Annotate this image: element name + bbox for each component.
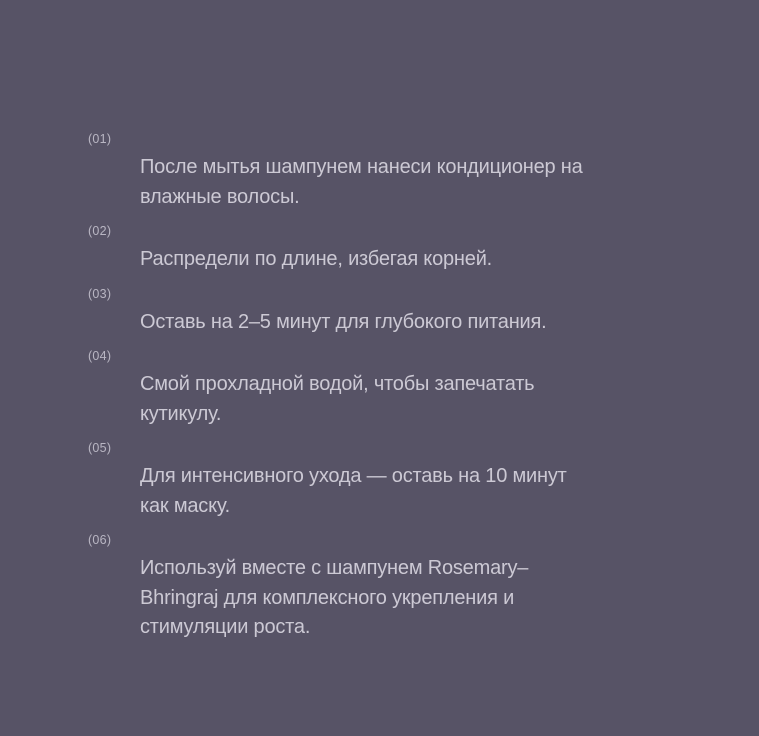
step-text (88, 554, 660, 643)
step-text-line: После мытья шампунем нанеси кондиционер на (140, 156, 583, 178)
step-text (88, 245, 660, 275)
instruction-step (88, 532, 699, 643)
step-text-line: Bhringraj для комплексного укрепления и (140, 586, 515, 609)
instruction-step (88, 348, 699, 429)
step-number: (02) (88, 224, 112, 238)
step-text-line: Используй вместе с шампунем Rosemary– (140, 557, 529, 579)
step-text-line: как маску. (140, 494, 231, 517)
step-number: (01) (88, 132, 112, 146)
step-text-line: Распредели по длине, избегая корней. (140, 248, 493, 270)
step-text-line: стимуляции роста. (140, 616, 311, 638)
step-text-line: кутикулу. (140, 402, 222, 425)
step-text (88, 308, 660, 338)
step-text (88, 370, 660, 429)
instruction-step (88, 131, 699, 212)
instruction-step (88, 440, 699, 521)
step-text (88, 462, 660, 521)
instruction-step (88, 223, 699, 275)
step-number: (05) (88, 441, 112, 455)
step-text-line: Смой прохладной водой, чтобы запечатать (140, 373, 535, 395)
step-text-line: Для интенсивного ухода — оставь на 10 минут (140, 465, 567, 487)
step-number: (06) (88, 533, 112, 547)
step-text (88, 153, 660, 212)
step-text-line: Оставь на 2–5 минут для глубокого питания. (140, 310, 547, 333)
instruction-step (88, 286, 699, 338)
step-text-line: влажные волосы. (140, 185, 300, 208)
step-number: (04) (88, 349, 112, 363)
step-number: (03) (88, 286, 112, 301)
